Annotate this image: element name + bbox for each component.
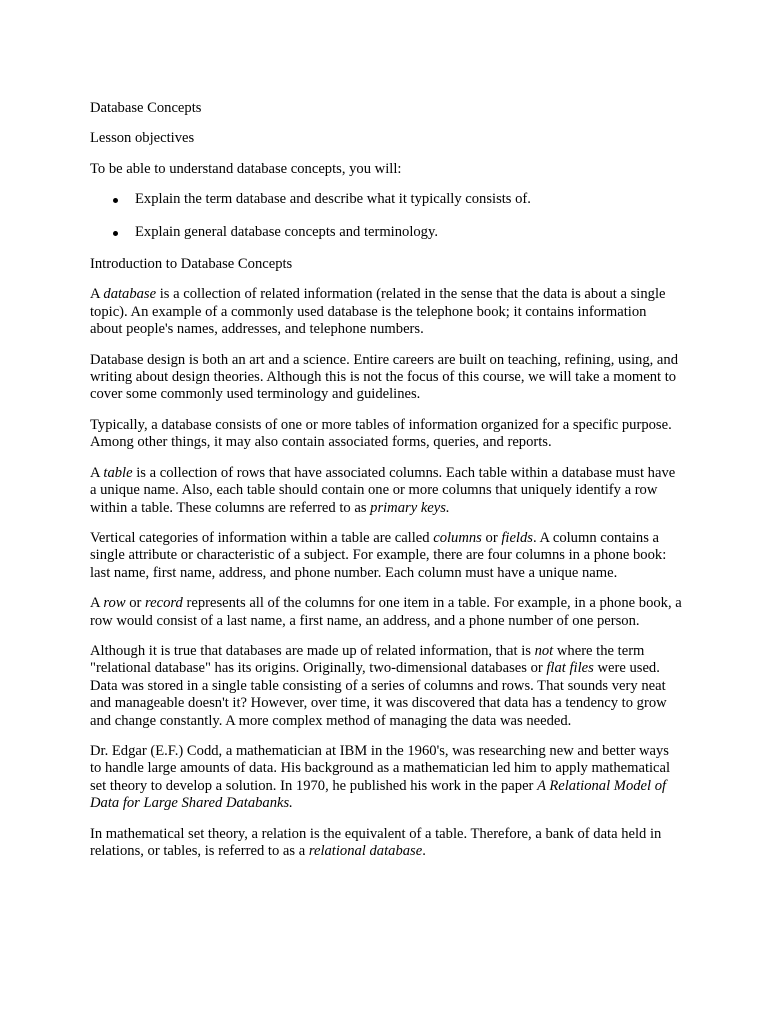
term-columns: columns	[433, 529, 482, 546]
text-run: A	[90, 286, 104, 303]
text-run: Vertical categories of information within a table are called	[90, 529, 434, 546]
text-run: is a collection of rows that have associated columns. Each table within a database must have a unique name. Also, each table should contain one or more columns that uniquely identify a row within a table. These columns are referred to as	[90, 464, 676, 516]
text-run: Dr. Edgar (E.F.) Codd, a mathematician at IBM in the 1960's, was researching new and better ways to handle large amounts of data. His background as a mathematician led him to apply mathematical set theory to develop a solution. In 1970, he published his work in the paper	[90, 742, 671, 794]
text-run: where the term "relational database" has its origins. Originally, two-dimensional databases or	[90, 642, 645, 677]
paragraph-table	[90, 465, 682, 517]
document-page	[90, 100, 682, 873]
text-run: represents all of the columns for one item in a table. For example, in a phone book, a row would consist of a last name, a first name, an address, and a phone number of one person.	[90, 595, 682, 629]
text-run: A	[90, 464, 104, 481]
term-relational-database: relational database	[308, 843, 423, 859]
text-run: A	[90, 595, 104, 612]
list-item: Explain the term database and describe what it typically consists of.	[135, 191, 682, 208]
paragraph-rows	[90, 595, 682, 630]
text-run: or	[481, 529, 502, 546]
term-database: database	[103, 286, 157, 303]
term-fields: fields	[501, 529, 533, 546]
text-run: In mathematical set theory, a relation is the equivalent of a table. Therefore, a bank of data held in relations, or tables, is referred to as a	[90, 825, 662, 859]
text-run: . A column contains a single attribute or characteristic of a subject. For example, there are four columns in a phone book: last name, first name, address, and phone number. Each column must have a unique name.	[90, 529, 667, 581]
objectives-heading: Lesson objectives	[90, 130, 195, 147]
document-title: Database Concepts	[90, 100, 202, 116]
objectives-list	[90, 191, 682, 241]
text-run: or	[125, 595, 146, 612]
term-flat-files: flat files	[546, 660, 594, 677]
paragraph-design: Database design is both an art and a science. Entire careers are built on teaching, refining, using, and writing about design theories. Although this is not the focus of this course, we will take a moment to cover some commonly used terminology and guidelines.	[90, 351, 678, 403]
text-run: Although it is true that databases are made up of related information, that is	[90, 642, 535, 659]
term-table: table	[103, 464, 133, 481]
term-primary-keys: primary keys.	[370, 499, 450, 516]
objectives-intro: To be able to understand database concepts, you will:	[90, 160, 402, 177]
paragraph-tables: Typically, a database consists of one or more tables of information organized for a specific purpose. Among other things, it may also contain associated forms, queries, and reports.	[90, 416, 672, 451]
text-run: is a collection of related information (related in the sense that the data is about a single topic). An example of a commonly used database is the telephone book; it contains information about people's names, addresses, and telephone numbers.	[90, 286, 666, 338]
term-not: not	[534, 642, 554, 659]
paragraph-set-theory	[90, 826, 682, 861]
paragraph-database	[90, 286, 682, 338]
list-item: Explain general database concepts and terminology.	[135, 224, 682, 241]
paragraph-codd	[90, 743, 682, 813]
text-run: .	[422, 843, 426, 859]
intro-heading: Introduction to Database Concepts	[90, 256, 293, 273]
paragraph-columns	[90, 530, 682, 582]
term-record: record	[145, 595, 183, 612]
text-run: were used. Data was stored in a single table consisting of a series of columns and rows. That sounds very neat and manageable doesn't it? However, over time, it was discovered that data has a tendency to grow and change constantly. A more complex method of managing the data was needed.	[90, 660, 667, 729]
term-row: row	[103, 595, 126, 612]
paragraph-relational-origins	[90, 643, 682, 730]
term-paper-title: A Relational Model of Data for Large Shared Databanks.	[90, 777, 667, 812]
